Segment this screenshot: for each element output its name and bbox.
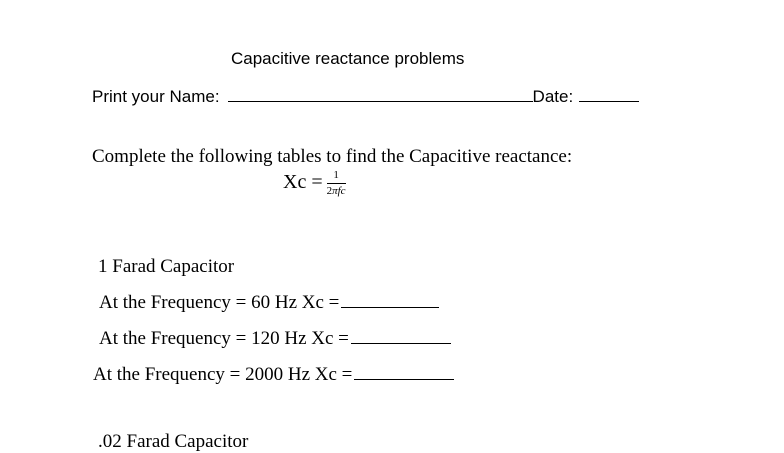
answer-blank-2000hz[interactable] [354, 363, 454, 380]
name-label: Print your Name: [92, 87, 220, 106]
section1-heading: 1 Farad Capacitor [98, 256, 235, 277]
formula-denominator-coef: 2 [326, 185, 333, 197]
section2-heading: .02 Farad Capacitor [98, 431, 249, 452]
reactance-formula [283, 170, 346, 197]
frequency-row-120hz [99, 327, 451, 350]
answer-blank-120hz[interactable] [351, 327, 451, 344]
frequency-row-label: At the Frequency = 120 Hz Xc = [99, 328, 349, 349]
name-date-line [92, 87, 639, 107]
formula-denominator [327, 184, 346, 197]
frequency-row-2000hz [93, 363, 454, 386]
frequency-row-60hz [99, 291, 439, 314]
name-blank[interactable] [228, 87, 533, 102]
frequency-row-label: At the Frequency = 2000 Hz Xc = [93, 364, 353, 385]
answer-blank-60hz[interactable] [341, 291, 439, 308]
formula-numerator: 1 [327, 170, 346, 184]
date-blank[interactable] [579, 87, 639, 102]
frequency-row-label: At the Frequency = 60 Hz Xc = [99, 292, 340, 313]
instructions-text: Complete the following tables to find the Capacitive reactance: [92, 146, 573, 167]
date-label: Date: [532, 87, 574, 106]
formula-fraction [327, 170, 346, 197]
page-title: Capacitive reactance problems [231, 49, 465, 68]
formula-denominator-rest: πfc [332, 185, 346, 197]
formula-lhs: Xc = [283, 171, 323, 194]
